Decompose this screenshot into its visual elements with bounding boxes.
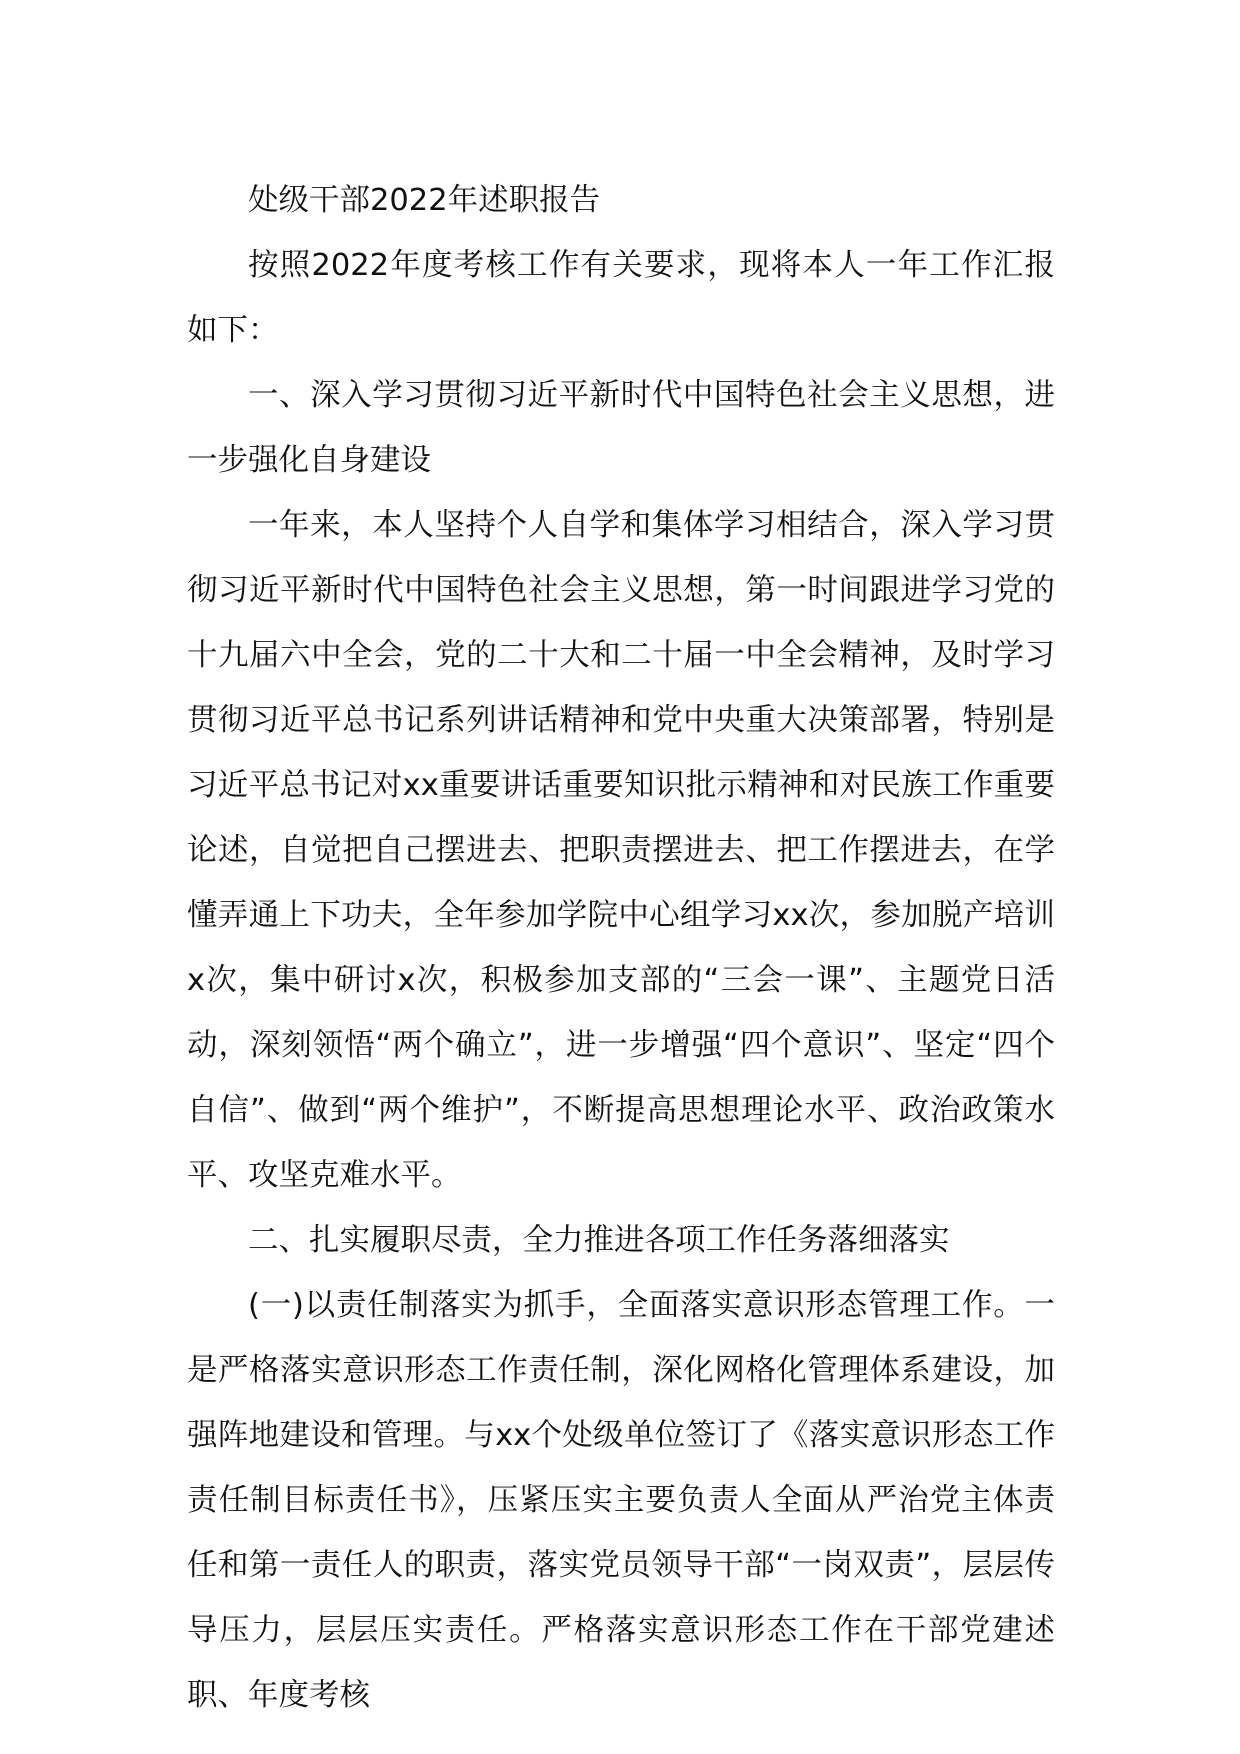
document-body: [187, 168, 1055, 1728]
document-title: 处级干部2022年述职报告: [248, 183, 601, 218]
section-1-body: 一年来，本人坚持个人自学和集体学习相结合，深入学习贯彻习近平新时代中国特色社会主义思想，第一时间跟进学习党的十九届六中全会，党的二十大和二十届一中全会精神，及时学习贯彻习近平总书记系列讲话精神和党中央重大决策部署，特别是习近平总书记对xx重要讲话重要知识批示精神和对民族工作重要论述，自觉把自己摆进去、把职责摆进去、把工作摆进去，在学懂弄通上下功夫，全年参加学院中心组学习xx次，参加脱产培训x次，集中研讨x次，积极参加支部的“三会一课”、主题党日活动，深刻领悟“两个确立”，进一步增强“四个意识”、坚定“四个自信”、做到“两个维护”，不断提高思想理论水平、政治政策水平、攻坚克难水平。: [187, 508, 1055, 1193]
section-2-subsection-1: (一)以责任制落实为抓手，全面落实意识形态管理工作。一是严格落实意识形态工作责任制，深化网格化管理体系建设，加强阵地建设和管理。与xx个处级单位签订了《落实意识形态工作责任制目标责任书》，压紧压实主要负责人全面从严治党主体责任和第一责任人的职责，落实党员领导干部“一岗双责”，层层传导压力，层层压实责任。严格落实意识形态工作在干部党建述职、年度考核: [187, 1288, 1055, 1713]
section-2-heading: 二、扎实履职尽责，全力推进各项工作任务落细落实: [248, 1223, 950, 1258]
intro-paragraph: 按照2022年度考核工作有关要求，现将本人一年工作汇报如下：: [187, 248, 1055, 348]
section-1-heading: 一、深入学习贯彻习近平新时代中国特色社会主义思想，进一步强化自身建设: [187, 378, 1055, 478]
